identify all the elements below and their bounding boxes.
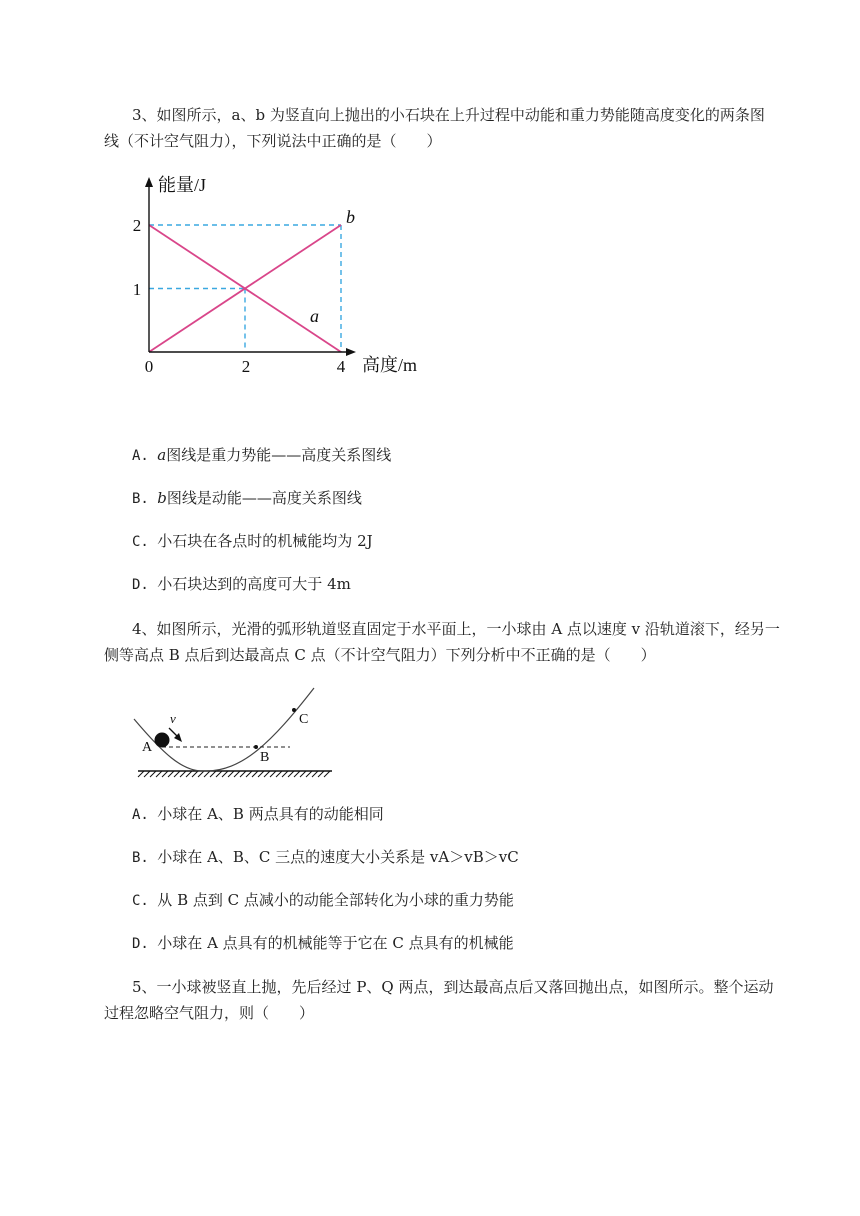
- x-axis-arrow: [346, 348, 356, 356]
- option-variable: a: [157, 446, 167, 464]
- option-key: C.: [132, 534, 149, 550]
- q4-option-b[interactable]: [132, 847, 519, 868]
- q4-option-c[interactable]: [132, 890, 514, 911]
- y-axis-arrow: [145, 177, 153, 187]
- point-b-dot: [254, 745, 258, 749]
- question-5-line-1: 5、一小球被竖直上抛，先后经过 P、Q 两点，到达最高点后又落回抛出点，如图所示。整个运动: [132, 978, 774, 996]
- x-tick-label-0: 0: [144, 357, 154, 376]
- option-key: A.: [132, 807, 149, 823]
- question-3-line-1: 3、如图所示，a、b 为竖直向上抛出的小石块在上升过程中动能和重力势能随高度变化的两条图: [132, 106, 765, 124]
- q4-option-d[interactable]: [132, 933, 514, 954]
- option-text: 小球在 A 点具有的机械能等于它在 C 点具有的机械能: [157, 934, 514, 952]
- x-tick-label-2: 2: [241, 357, 251, 376]
- question-4-line-1: 4、如图所示，光滑的弧形轨道竖直固定于水平面上，一小球由 A 点以速度 v 沿轨道滚下，经另一: [132, 620, 780, 638]
- x-axis-label: 高度/m: [362, 355, 418, 375]
- arc-track: [134, 688, 314, 771]
- option-key: B.: [132, 850, 149, 866]
- point-c-dot: [292, 708, 296, 712]
- option-text: 小球在 A、B 两点具有的动能相同: [157, 805, 384, 823]
- arc-track-figure: [132, 682, 338, 778]
- question-3-line-2: 线（不计空气阻力），下列说法中正确的是（ ）: [104, 132, 442, 150]
- y-tick-label-1: 1: [132, 280, 142, 299]
- point-a-label: A: [142, 740, 153, 755]
- option-key: A.: [132, 448, 149, 464]
- series-label-b: b: [346, 207, 355, 227]
- velocity-label: v: [170, 711, 176, 726]
- series-label-a: a: [310, 306, 319, 326]
- option-key: C.: [132, 893, 149, 909]
- q4-option-a[interactable]: [132, 804, 384, 825]
- ground-hatching: [138, 771, 330, 777]
- point-b-label: B: [260, 750, 270, 765]
- option-text: 小球在 A、B、C 三点的速度大小关系是 vA＞vB＞vC: [157, 848, 519, 866]
- option-variable: b: [157, 489, 167, 507]
- option-text: 小石块在各点时的机械能均为 2J: [157, 532, 373, 550]
- option-key: B.: [132, 491, 149, 507]
- q3-option-c[interactable]: [132, 531, 373, 552]
- question-4-line-2: 侧等高点 B 点后到达最高点 C 点（不计空气阻力）下列分析中不正确的是（ ）: [104, 646, 656, 664]
- energy-height-chart: [128, 168, 448, 384]
- point-c-label: C: [299, 712, 309, 727]
- option-text: 图线是动能——高度关系图线: [166, 489, 362, 507]
- option-text: 小石块达到的高度可大于 4m: [157, 575, 351, 593]
- option-text: 图线是重力势能——高度关系图线: [166, 446, 392, 464]
- option-key: D.: [132, 936, 149, 952]
- x-tick-label-4: 4: [336, 357, 346, 376]
- q3-option-b[interactable]: [132, 488, 362, 509]
- y-axis-label: 能量/J: [158, 175, 207, 195]
- q3-option-d[interactable]: [132, 574, 351, 595]
- y-tick-label-2: 2: [132, 216, 142, 235]
- option-key: D.: [132, 577, 149, 593]
- question-5-line-2: 过程忽略空气阻力，则（ ）: [104, 1004, 315, 1022]
- ball: [155, 733, 170, 748]
- option-text: 从 B 点到 C 点减小的动能全部转化为小球的重力势能: [157, 891, 514, 909]
- q3-option-a[interactable]: [132, 445, 391, 466]
